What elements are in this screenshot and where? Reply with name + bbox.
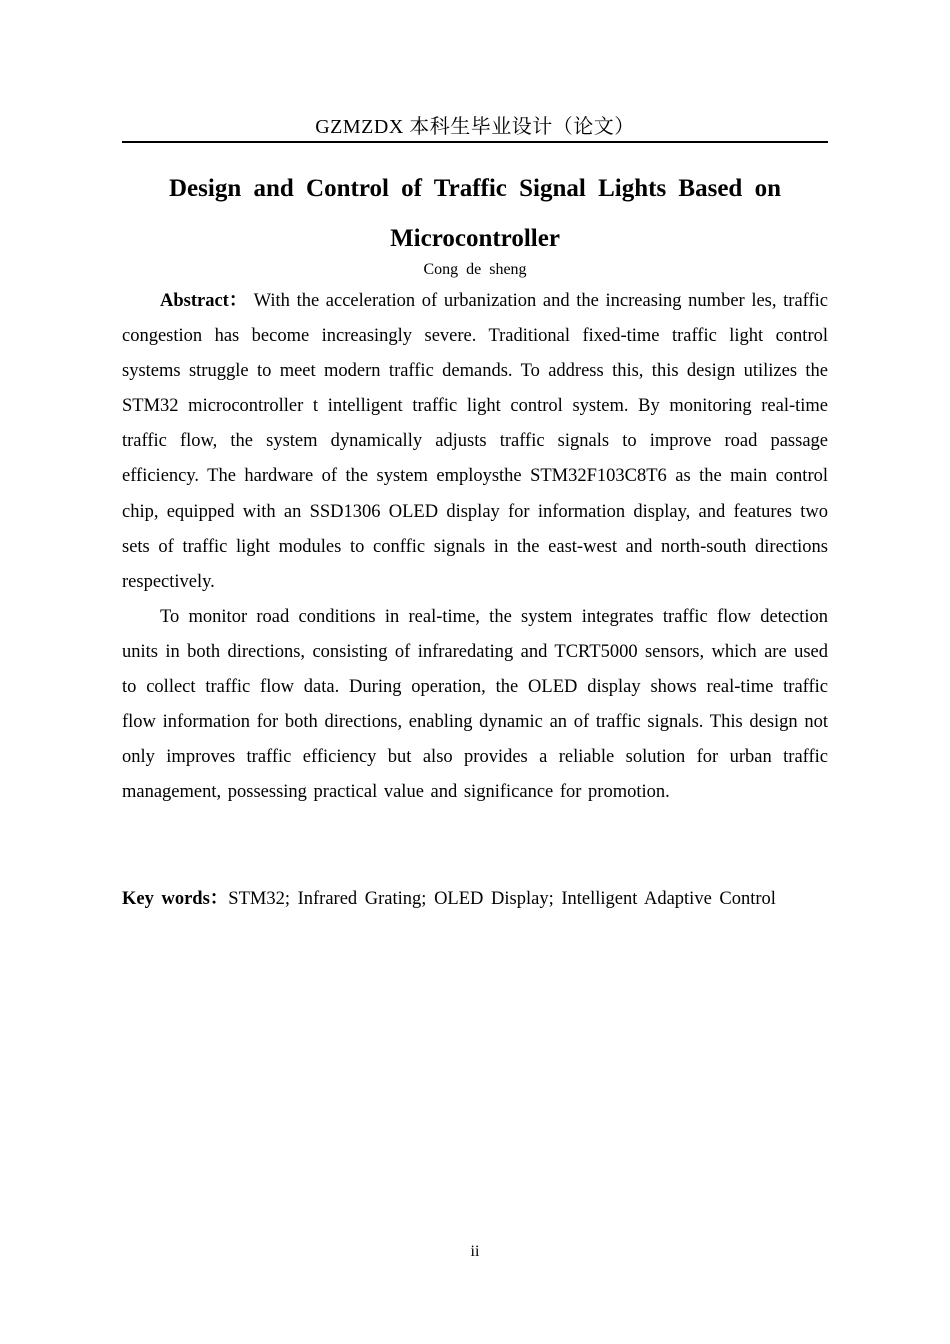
keywords-label: Key words： <box>122 889 229 909</box>
header-rule <box>122 141 828 143</box>
abstract-paragraph-1-text: With the acceleration of urbanization and the increasing number les, traffic congestion has become increasingly severe. Traditional fixed-time traffic light control systems struggle to meet modern traffic demands. To address this, this design utilizes the STM32 microcontroller t intelligent traffic light control system. By monitoring real-time traffic flow, the system dynamically adjusts traffic signals to improve road passage efficiency. The hardware of the system employsthe STM32F103C8T6 as the main control chip, equipped with an SSD1306 OLED display for information display, and features two sets of traffic light modules to conffic signals in the east-west and north-south directions respectively. <box>122 291 828 592</box>
abstract-label: Abstract： <box>160 291 248 311</box>
page-number: ii <box>470 1243 480 1260</box>
running-header: GZMZDX 本科生毕业设计（论文） <box>315 116 635 138</box>
keywords-text: STM32; Infrared Grating; OLED Display; Intelligent Adaptive Control <box>228 889 776 909</box>
abstract-body <box>122 284 828 810</box>
paper-title: Design and Control of Traffic Signal Lights Based on Microcontroller <box>169 175 781 252</box>
author-name: Cong de sheng <box>423 261 527 278</box>
abstract-paragraph-1 <box>122 284 828 600</box>
abstract-paragraph-2: To monitor road conditions in real-time, the system integrates traffic flow detection units in both directions, consisting of infraredating and TCRT5000 sensors, which are used to collect traffic flow data. During operation, the OLED display shows real-time traffic flow information for both directions, enabling dynamic an of traffic signals. This design not only improves traffic efficiency but also provides a reliable solution for urban traffic management, possessing practical value and significance for promotion. <box>122 606 828 803</box>
keywords-line <box>122 884 828 914</box>
document-page <box>122 0 828 1344</box>
